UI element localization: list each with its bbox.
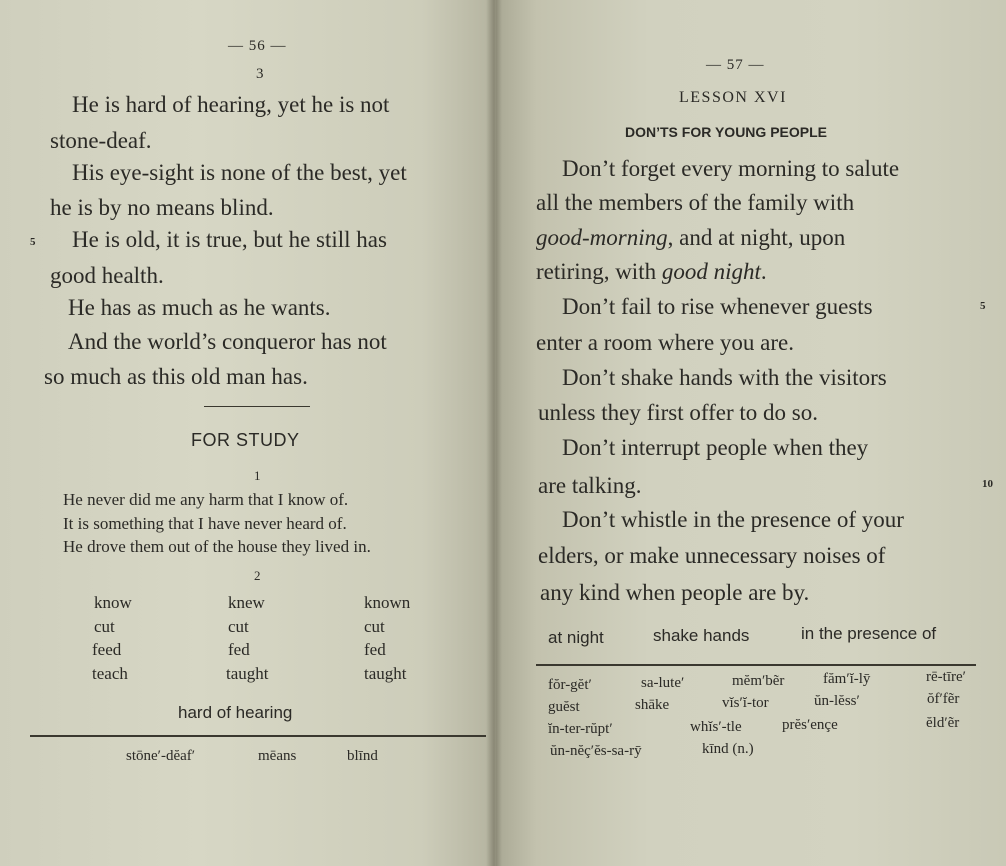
vocab-divider [30,735,486,737]
vocab-word: blīnd [347,748,378,764]
vocab-word: rē-tīre′ [926,669,966,685]
vocab-divider [536,664,976,666]
body-line: all the members of the family with [536,190,855,215]
vocab-word: guĕst [548,699,580,715]
lesson-title: LESSON XVI [679,89,787,106]
body-line: Don’t forget every morning to salute [562,156,900,181]
phrase: at night [548,628,604,647]
poem-line: He is old, it is true, but he still has [72,227,387,252]
phrase: in the presence of [801,624,937,643]
vocab-word: ĕld′ẽr [926,715,960,731]
exercise-sentence: It is something that I have never heard of. [63,514,347,533]
phrase: hard of hearing [178,703,293,722]
vocab-word: ŭn-lĕss′ [814,693,860,709]
italic-phrase: good-morning [536,225,668,250]
vocab-word: vĭs′ĭ-tor [722,695,769,711]
body-line: unless they first offer to do so. [538,400,819,425]
body-line: Don’t interrupt people when they [562,435,869,460]
left-page [0,0,496,866]
margin-line-number: 5 [980,300,986,312]
exercise-sentence: He drove them out of the house they lived in. [63,537,371,556]
body-line: any kind when people are by. [540,580,810,605]
margin-line-number: 10 [982,478,993,490]
verb-cell: knew [228,593,265,612]
book-gutter [486,0,502,866]
vocab-word: făm′ĭ-lȳ [823,671,871,687]
page-number: — 57 — [706,57,765,73]
verb-cell: known [364,593,411,612]
vocab-word: ĭn-ter-rŭpt′ [548,721,613,737]
verb-cell: fed [364,640,386,659]
margin-line-number: 5 [30,236,36,248]
lesson-heading: DON’TS FOR YOUNG PEOPLE [625,124,827,140]
vocab-word: mēans [258,748,297,764]
page-number: — 56 — [228,38,287,54]
poem-line: he is by no means blind. [50,195,274,220]
study-heading: FOR STUDY [191,430,300,450]
vocab-word: ŭn-nĕç′ĕs-sa-rȳ [550,743,642,759]
verb-cell: taught [226,664,269,683]
section-marker: 3 [256,66,264,82]
verb-cell: teach [92,664,128,683]
body-line: Don’t shake hands with the visitors [562,365,887,390]
vocab-word: stōne′-dĕaf′ [126,748,196,764]
body-line: enter a room where you are. [536,330,794,355]
right-page [496,0,1006,866]
poem-line: And the world’s conqueror has not [68,329,387,354]
body-line: Don’t fail to rise whenever guests [562,294,873,319]
exercise-number: 2 [254,568,261,583]
body-line: Don’t whistle in the presence of your [562,507,904,532]
poem-line: good health. [50,263,164,288]
verb-cell: feed [92,640,122,659]
vocab-word: ŏf′fẽr [927,691,960,707]
verb-cell: cut [364,617,385,636]
body-line: elders, or make unnecessary noises of [538,543,886,568]
verb-cell: fed [228,640,250,659]
body-line: good-morning, and at night, upon [536,225,846,250]
verb-cell: cut [94,617,115,636]
vocab-word: fŏr-gĕt′ [548,677,592,693]
body-line: are talking. [538,473,642,498]
vocab-word: prĕs′ençe [782,717,838,733]
poem-line: stone-deaf. [50,128,152,153]
italic-phrase: good night [661,259,761,284]
verb-cell: know [94,593,132,612]
section-divider [204,406,310,407]
vocab-word: whĭs′-tle [690,719,742,735]
poem-line: so much as this old man has. [44,364,308,389]
exercise-number: 1 [254,468,261,483]
poem-line: He is hard of hearing, yet he is not [72,92,390,117]
vocab-word: shāke [635,697,670,713]
body-line: retiring, with good night. [536,259,767,284]
poem-line: His eye-sight is none of the best, yet [72,160,407,185]
verb-cell: taught [364,664,407,683]
vocab-word: kīnd (n.) [702,741,754,757]
vocab-word: sa-lute′ [641,675,685,691]
phrase: shake hands [653,626,750,645]
vocab-word: mĕm′bẽr [732,673,785,689]
exercise-sentence: He never did me any harm that I know of. [63,490,349,509]
verb-cell: cut [228,617,249,636]
poem-line: He has as much as he wants. [68,295,331,320]
